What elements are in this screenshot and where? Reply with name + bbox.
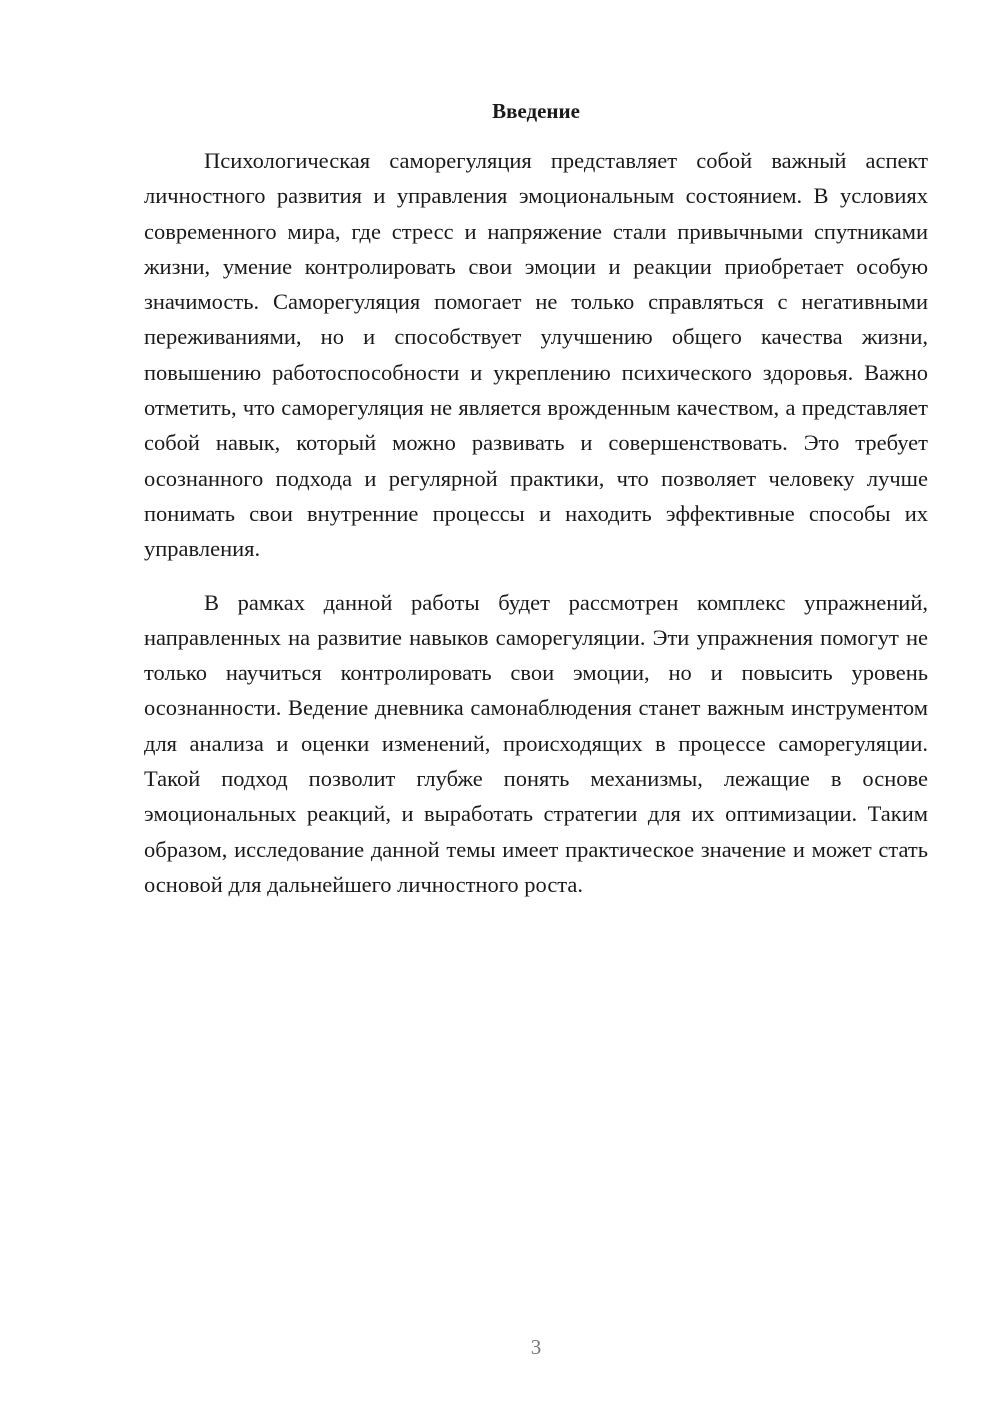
section-heading: Введение bbox=[492, 99, 580, 123]
body-text bbox=[144, 143, 928, 902]
paragraph-1: Психологическая саморегуляция представляет собой важный аспект личностного развития и управления эмоциональным состоянием. В условиях современного мира, где стресс и напряжение стали привычными спутниками жизни, умение контролировать свои эмоции и реакции приобретает особую значимость. Саморегуляция помогает не только справляться с негативными переживаниями, но и способствует улучшению общего качества жизни, повышению работоспособности и укреплению психического здоровья. Важно отметить, что саморегуляция не является врожденным качеством, а представляет собой навык, который можно развивать и совершенствовать. Это требует осознанного подхода и регулярной практики, что позволяет человеку лучше понимать свои внутренние процессы и находить эффективные способы их управления. bbox=[144, 148, 928, 562]
paragraph-2: В рамках данной работы будет рассмотрен комплекс упражнений, направленных на развитие навыков саморегуляции. Эти упражнения помогут не только научиться контролировать свои эмоции, но и повысить уровень осознанности. Ведение дневника самонаблюдения станет важным инструментом для анализа и оценки изменений, происходящих в процессе саморегуляции. Такой подход позволит глубже понять механизмы, лежащие в основе эмоциональных реакций, и выработать стратегии для их оптимизации. Таким образом, исследование данной темы имеет практическое значение и может стать основой для дальнейшего личностного роста. bbox=[144, 589, 928, 897]
page-number: 3 bbox=[530, 1335, 542, 1359]
